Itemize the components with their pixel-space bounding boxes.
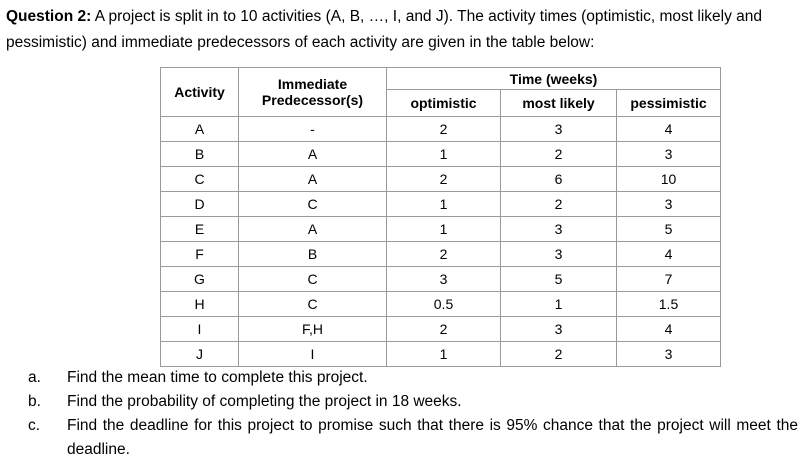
cell-activity: J	[161, 342, 239, 367]
cell-most-likely: 2	[501, 192, 617, 217]
cell-optimistic: 3	[387, 267, 501, 292]
table-row	[161, 342, 721, 367]
cell-most-likely: 3	[501, 117, 617, 142]
cell-optimistic: 1	[387, 142, 501, 167]
cell-pessimistic: 4	[617, 242, 721, 267]
cell-predecessor: I	[239, 342, 387, 367]
cell-most-likely: 1	[501, 292, 617, 317]
task-item-c	[6, 414, 798, 462]
task-text: Find the mean time to complete this project.	[67, 369, 368, 386]
cell-optimistic: 2	[387, 242, 501, 267]
table-row	[161, 192, 721, 217]
cell-optimistic: 1	[387, 342, 501, 367]
cell-pessimistic: 7	[617, 267, 721, 292]
table-row	[161, 292, 721, 317]
cell-pessimistic: 4	[617, 317, 721, 342]
cell-activity: D	[161, 192, 239, 217]
task-marker: c.	[28, 417, 41, 434]
cell-pessimistic: 3	[617, 192, 721, 217]
cell-most-likely: 2	[501, 142, 617, 167]
table-row	[161, 217, 721, 242]
task-item-b	[6, 390, 798, 414]
cell-optimistic: 1	[387, 217, 501, 242]
table-row	[161, 167, 721, 192]
cell-activity: E	[161, 217, 239, 242]
cell-activity: I	[161, 317, 239, 342]
cell-activity: F	[161, 242, 239, 267]
cell-most-likely: 3	[501, 217, 617, 242]
table-row	[161, 242, 721, 267]
cell-pessimistic: 10	[617, 167, 721, 192]
cell-predecessor: F,H	[239, 317, 387, 342]
cell-most-likely: 3	[501, 242, 617, 267]
table-row	[161, 142, 721, 167]
task-list	[6, 366, 798, 462]
cell-predecessor: C	[239, 267, 387, 292]
question-body: A project is split in to 10 activities (A, B, …, I, and J). The activity times (optimistic, most likely and pessimistic) and immediate predecessors of each activity are given in the table below:	[6, 8, 763, 51]
activity-table	[160, 67, 721, 367]
cell-optimistic: 2	[387, 117, 501, 142]
cell-most-likely: 6	[501, 167, 617, 192]
cell-optimistic: 0.5	[387, 292, 501, 317]
cell-predecessor: A	[239, 142, 387, 167]
header-time-weeks: Time (weeks)	[387, 68, 721, 90]
cell-predecessor: C	[239, 292, 387, 317]
cell-most-likely: 3	[501, 317, 617, 342]
cell-activity: C	[161, 167, 239, 192]
cell-predecessor: B	[239, 242, 387, 267]
cell-pessimistic: 4	[617, 117, 721, 142]
table-row	[161, 317, 721, 342]
table-row	[161, 267, 721, 292]
header-predecessor: Immediate Predecessor(s)	[239, 68, 387, 117]
cell-predecessor: A	[239, 217, 387, 242]
header-activity: Activity	[161, 68, 239, 117]
cell-predecessor: A	[239, 167, 387, 192]
cell-most-likely: 2	[501, 342, 617, 367]
cell-activity: B	[161, 142, 239, 167]
cell-most-likely: 5	[501, 267, 617, 292]
cell-predecessor: C	[239, 192, 387, 217]
cell-optimistic: 2	[387, 167, 501, 192]
cell-predecessor: -	[239, 117, 387, 142]
task-text: Find the probability of completing the project in 18 weeks.	[67, 393, 462, 410]
cell-pessimistic: 3	[617, 342, 721, 367]
cell-optimistic: 1	[387, 192, 501, 217]
cell-pessimistic: 3	[617, 142, 721, 167]
header-optimistic: optimistic	[387, 90, 501, 117]
cell-activity: H	[161, 292, 239, 317]
cell-pessimistic: 5	[617, 217, 721, 242]
header-pessimistic: pessimistic	[617, 90, 721, 117]
task-text: Find the deadline for this project to promise such that there is 95% chance that the project will meet the deadline.	[67, 417, 798, 458]
task-marker: b.	[28, 393, 41, 410]
cell-pessimistic: 1.5	[617, 292, 721, 317]
question-label: Question 2:	[6, 8, 92, 25]
header-row-top	[161, 68, 721, 90]
table-row	[161, 117, 721, 142]
task-item-a	[6, 366, 798, 390]
cell-optimistic: 2	[387, 317, 501, 342]
cell-activity: G	[161, 267, 239, 292]
header-most-likely: most likely	[501, 90, 617, 117]
task-marker: a.	[28, 369, 41, 386]
question-text	[6, 4, 798, 56]
cell-activity: A	[161, 117, 239, 142]
